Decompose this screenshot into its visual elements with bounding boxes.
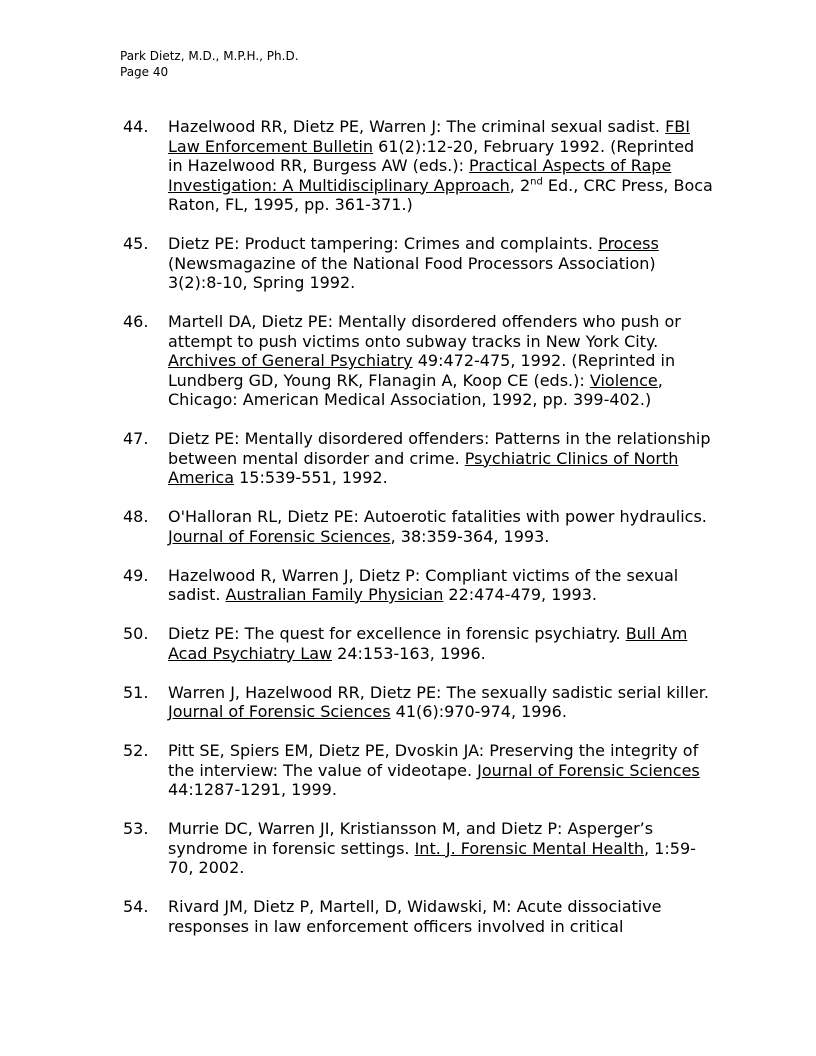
reference-item	[123, 429, 713, 488]
publication-title: Int. J. Forensic Mental Health	[414, 838, 645, 858]
citation-text: Rivard JM, Dietz P, Martell, D, Widawski, M: Acute dissociative responses in law enforcement officers involved in critical	[168, 897, 662, 936]
publication-title: Practical Aspects of Rape Investigation: A Multidisciplinary Approach	[168, 156, 672, 195]
reference-text	[168, 117, 713, 215]
publication-title: Bull Am Acad Psychiatry Law	[168, 624, 688, 663]
publication-title: Archives of General Psychiatry	[168, 351, 413, 370]
reference-text	[168, 897, 713, 936]
reference-item	[123, 819, 713, 878]
citation-text: , 1:59-70, 2002.	[168, 838, 696, 877]
reference-number: 52.	[123, 741, 149, 760]
citation-text: Dietz PE: Product tampering: Crimes and complaints.	[168, 234, 599, 253]
publication-title: Journal of Forensic Sciences	[477, 760, 700, 780]
publication-title: Journal of Forensic Sciences	[168, 702, 391, 721]
header-page-number: Page 40	[120, 65, 169, 79]
citation-text: Pitt SE, Spiers EM, Dietz PE, Dvoskin JA: Preserving the integrity of the interview: The value of videotape.	[168, 741, 699, 780]
citation-text: (Newsmagazine of the National Food Processors Association) 3(2):8-10, Spring 1992.	[168, 253, 656, 292]
reference-number: 48.	[123, 507, 149, 526]
reference-item	[123, 117, 713, 215]
reference-text	[168, 234, 713, 293]
header-author: Park Dietz, M.D., M.P.H., Ph.D.	[120, 49, 299, 63]
page-header	[120, 48, 299, 80]
reference-item	[123, 897, 713, 936]
citation-text: 24:153-163, 1996.	[332, 643, 486, 663]
reference-item	[123, 312, 713, 410]
reference-item	[123, 683, 713, 722]
citation-text: Dietz PE: Mentally disordered offenders: Patterns in the relationship between mental disorder and crime.	[168, 429, 711, 468]
publication-title: Process	[598, 234, 659, 253]
reference-text	[168, 429, 713, 488]
reference-number: 50.	[123, 624, 149, 643]
reference-number: 46.	[123, 312, 149, 331]
reference-text	[168, 566, 713, 605]
reference-number: 44.	[123, 117, 149, 136]
publication-title: Violence	[589, 370, 658, 390]
citation-text: Dietz PE: The quest for excellence in forensic psychiatry.	[168, 624, 626, 643]
reference-text	[168, 312, 713, 410]
reference-item	[123, 741, 713, 800]
superscript: nd	[530, 176, 543, 188]
publication-title: Psychiatric Clinics of North America	[168, 448, 679, 487]
citation-text: , 2	[509, 175, 531, 195]
citation-text: 41(6):970-974, 1996.	[390, 702, 567, 721]
citation-text: 22:474-479, 1993.	[443, 585, 597, 604]
reference-number: 49.	[123, 565, 149, 585]
reference-text	[168, 741, 713, 800]
reference-text	[168, 624, 713, 663]
citation-text: 61(2):12-20, February 1992. (Reprinted in Hazelwood RR, Burgess AW (eds.):	[168, 136, 695, 175]
citation-text: 15:539-551, 1992.	[234, 468, 388, 487]
citation-text: Hazelwood R, Warren J, Dietz P: Compliant victims of the sexual sadist.	[168, 565, 679, 604]
citation-text: O'Halloran RL, Dietz PE: Autoerotic fatalities with power hydraulics.	[168, 507, 707, 526]
reference-number: 51.	[123, 682, 149, 702]
reference-item	[123, 566, 713, 605]
reference-text	[168, 819, 713, 878]
reference-number: 53.	[123, 819, 149, 838]
reference-item	[123, 234, 713, 293]
publication-title: Journal of Forensic Sciences	[168, 526, 391, 546]
citation-text: 49:472-475, 1992. (Reprinted in Lundberg GD, Young RK, Flanagin A, Koop CE (eds.):	[168, 351, 676, 390]
reference-text	[168, 507, 713, 546]
citation-text: Warren J, Hazelwood RR, Dietz PE: The sexually sadistic serial killer.	[168, 682, 709, 702]
reference-item	[123, 624, 713, 663]
publication-title: Australian Family Physician	[225, 585, 444, 604]
reference-number: 47.	[123, 429, 149, 448]
citation-text: , 38:359-364, 1993.	[390, 526, 550, 546]
reference-number: 45.	[123, 234, 149, 253]
reference-text	[168, 683, 713, 722]
publication-title: FBI Law Enforcement Bulletin	[168, 117, 690, 156]
citation-text: Murrie DC, Warren JI, Kristiansson M, and Dietz P: Asperger’s syndrome in forensic settings.	[168, 819, 654, 858]
citation-text: Ed., CRC Press, Boca Raton, FL, 1995, pp. 361-371.)	[168, 175, 713, 214]
citation-text: , Chicago: American Medical Association, 1992, pp. 399-402.)	[168, 370, 663, 409]
reference-list	[123, 117, 713, 956]
citation-text: 44:1287-1291, 1999.	[168, 780, 337, 799]
citation-text: Hazelwood RR, Dietz PE, Warren J: The criminal sexual sadist.	[168, 117, 666, 136]
citation-text: Martell DA, Dietz PE: Mentally disordered offenders who push or attempt to push victims onto subway tracks in New York City.	[168, 312, 681, 351]
reference-item	[123, 507, 713, 546]
reference-number: 54.	[123, 897, 149, 916]
